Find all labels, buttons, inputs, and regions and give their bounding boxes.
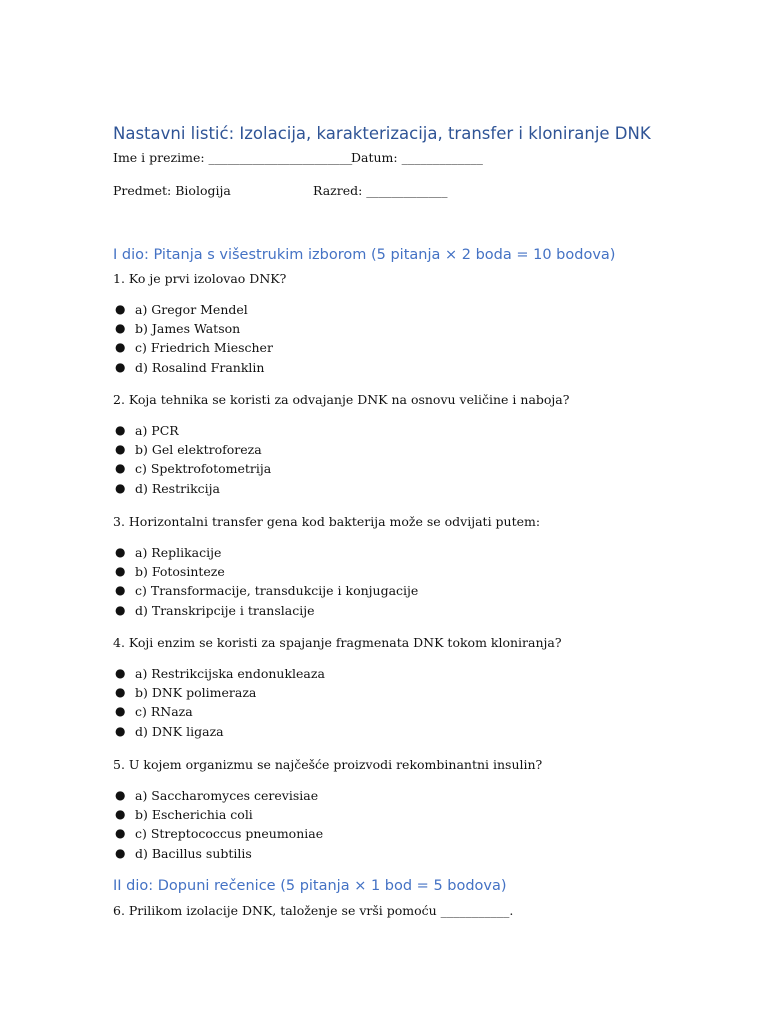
question-2: 2. Koja tehnika se koristi za odvajanje DNK na osnovu veličine i naboja? bbox=[113, 392, 570, 407]
question-4-options bbox=[113, 664, 325, 741]
bullet-icon: ● bbox=[115, 340, 126, 355]
option-item bbox=[113, 844, 323, 863]
option-item bbox=[113, 664, 325, 683]
question-2-options bbox=[113, 421, 271, 498]
option-text: a) Restrikcijska endonukleaza bbox=[135, 666, 325, 681]
option-item bbox=[113, 786, 323, 805]
bullet-icon: ● bbox=[115, 704, 126, 719]
option-text: c) Friedrich Miescher bbox=[135, 340, 273, 356]
subject-field: Predmet: Biologija bbox=[113, 183, 231, 198]
bullet-icon: ● bbox=[115, 723, 126, 738]
option-text: d) Transkripcije i translacije bbox=[135, 602, 315, 618]
option-text: a) Replikacije bbox=[135, 545, 222, 560]
option-item bbox=[113, 562, 418, 581]
option-item bbox=[113, 683, 325, 702]
option-text: d) Bacillus subtilis bbox=[135, 845, 252, 861]
bullet-icon: ● bbox=[115, 321, 126, 336]
section-2-heading: II dio: Dopuni rečenice (5 pitanja × 1 bod = 5 bodova) bbox=[113, 878, 507, 894]
option-text: b) Gel elektroforeza bbox=[135, 442, 262, 458]
option-item bbox=[113, 459, 271, 478]
option-item bbox=[113, 805, 323, 824]
bullet-icon: ● bbox=[115, 685, 126, 700]
bullet-icon: ● bbox=[115, 826, 126, 841]
option-item bbox=[113, 581, 418, 600]
option-text: b) James Watson bbox=[135, 321, 241, 337]
bullet-icon: ● bbox=[115, 602, 126, 617]
option-item bbox=[113, 440, 271, 459]
bullet-icon: ● bbox=[115, 807, 126, 822]
bullet-icon: ● bbox=[115, 302, 126, 316]
question-1: 1. Ko je prvi izolovao DNK? bbox=[113, 271, 287, 286]
name-field: Ime i prezime: _______________________ bbox=[113, 150, 353, 165]
option-item bbox=[113, 319, 273, 338]
option-text: c) Spektrofotometrija bbox=[135, 461, 272, 477]
option-item bbox=[113, 421, 271, 440]
option-item bbox=[113, 338, 273, 357]
question-3-options bbox=[113, 543, 418, 620]
bullet-icon: ● bbox=[115, 423, 126, 437]
option-text: c) Streptococcus pneumoniae bbox=[135, 826, 324, 842]
question-6: 6. Prilikom izolacije DNK, taloženje se vrši pomoću ___________. bbox=[113, 903, 514, 918]
bullet-icon: ● bbox=[115, 788, 126, 802]
question-5: 5. U kojem organizmu se najčešće proizvodi rekombinantni insulin? bbox=[113, 757, 543, 772]
option-item bbox=[113, 722, 325, 741]
option-item bbox=[113, 358, 273, 377]
option-text: c) Transformacije, transdukcije i konjugacije bbox=[135, 583, 419, 599]
option-item bbox=[113, 601, 418, 620]
option-text: b) Escherichia coli bbox=[135, 807, 253, 823]
option-text: b) Fotosinteze bbox=[135, 564, 225, 580]
bullet-icon: ● bbox=[115, 359, 126, 374]
option-text: c) RNaza bbox=[135, 704, 193, 720]
option-item bbox=[113, 702, 325, 721]
option-item bbox=[113, 543, 418, 562]
bullet-icon: ● bbox=[115, 666, 126, 680]
bullet-icon: ● bbox=[115, 845, 126, 860]
question-1-options bbox=[113, 300, 273, 377]
option-text: b) DNK polimeraza bbox=[135, 685, 257, 701]
bullet-icon: ● bbox=[115, 480, 126, 495]
question-3: 3. Horizontalni transfer gena kod bakterija može se odvijati putem: bbox=[113, 514, 541, 529]
bullet-icon: ● bbox=[115, 545, 126, 559]
option-text: a) Saccharomyces cerevisiae bbox=[135, 788, 319, 803]
bullet-icon: ● bbox=[115, 564, 126, 579]
option-text: d) Rosalind Franklin bbox=[135, 359, 265, 375]
question-5-options bbox=[113, 786, 323, 863]
bullet-icon: ● bbox=[115, 583, 126, 598]
date-field: Datum: _____________ bbox=[351, 150, 483, 165]
worksheet-title: Nastavni listić: Izolacija, karakterizacija, transfer i kloniranje DNK bbox=[113, 124, 651, 143]
option-text: d) DNK ligaza bbox=[135, 723, 224, 739]
bullet-icon: ● bbox=[115, 442, 126, 457]
option-item bbox=[113, 300, 273, 319]
option-text: a) Gregor Mendel bbox=[135, 302, 248, 317]
option-text: d) Restrikcija bbox=[135, 480, 220, 496]
option-item bbox=[113, 479, 271, 498]
question-4: 4. Koji enzim se koristi za spajanje fragmenata DNK tokom kloniranja? bbox=[113, 635, 562, 650]
class-field: Razred: _____________ bbox=[313, 183, 448, 198]
option-item bbox=[113, 824, 323, 843]
section-1-heading: I dio: Pitanja s višestrukim izborom (5 pitanja × 2 boda = 10 bodova) bbox=[113, 247, 616, 263]
option-text: a) PCR bbox=[135, 423, 179, 438]
bullet-icon: ● bbox=[115, 461, 126, 476]
